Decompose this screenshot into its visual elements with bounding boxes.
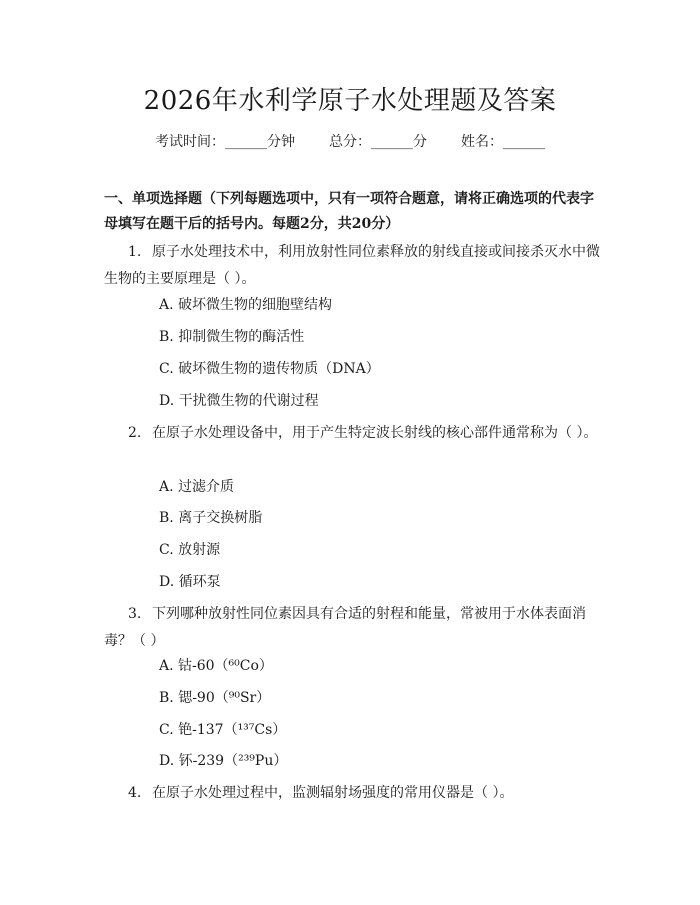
- option-3a: A. 钴-60（⁶⁰Co）: [159, 658, 273, 674]
- section-heading: 一、单项选择题（下列每题选项中，只有一项符合题意，请将正确选项的代表字母填写在题干后的括号内。每题2分，共20分）: [104, 191, 594, 232]
- option-3d: D. 钚-239（²³⁹Pu）: [159, 753, 288, 769]
- option-1c: C. 破坏微生物的遗传物质（DNA）: [159, 361, 380, 377]
- question-text: 下列哪种放射性同位素因具有合适的射程和能量，常被用于水体表面消毒？（ ）: [104, 606, 586, 649]
- question-1: [104, 239, 600, 293]
- option-2c: C. 放射源: [159, 542, 221, 558]
- question-4: [104, 780, 600, 807]
- question-3: [104, 601, 600, 655]
- question-text: 在原子水处理设备中，用于产生特定波长射线的核心部件通常称为（ ）。: [152, 425, 598, 441]
- question-number: 4.: [128, 785, 142, 801]
- question-number: 2.: [128, 425, 142, 441]
- option-1b: B. 抑制微生物的酶活性: [159, 329, 305, 345]
- student-name: 姓名：______: [461, 134, 545, 150]
- question-text: 原子水处理技术中，利用放射性同位素释放的射线直接或间接杀灭水中微生物的主要原理是（ ）。: [104, 244, 600, 287]
- option-3b: B. 锶-90（⁹⁰Sr）: [159, 690, 271, 706]
- option-3c: C. 铯-137（¹³⁷Cs）: [159, 722, 287, 738]
- option-2d: D. 循环泵: [159, 574, 221, 590]
- question-number: 3.: [128, 606, 142, 622]
- page-title: 2026年水利学原子水处理题及答案: [143, 86, 557, 116]
- exam-time: 考试时间：______分钟: [155, 134, 295, 150]
- question-number: 1.: [128, 244, 142, 260]
- option-2a: A. 过滤介质: [159, 479, 235, 495]
- total-score: 总分：______分: [329, 134, 427, 150]
- question-text: 在原子水处理过程中，监测辐射场强度的常用仪器是（ ）。: [152, 785, 514, 801]
- exam-info: [0, 131, 700, 151]
- option-1a: A. 破坏微生物的细胞壁结构: [159, 297, 333, 313]
- option-1d: D. 干扰微生物的代谢过程: [159, 393, 319, 409]
- question-2: [104, 420, 600, 447]
- option-2b: B. 离子交换树脂: [159, 510, 263, 526]
